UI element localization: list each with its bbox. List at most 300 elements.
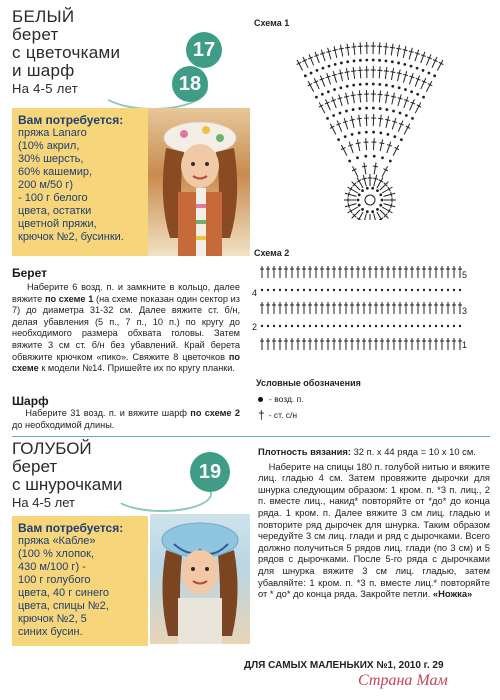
chain-stitch-mark [326,117,329,120]
chain-stitch-mark [411,325,413,327]
materials-line: (100 % хлопок, [18,548,95,560]
dc-stitch-mark [375,176,385,189]
legend-label: - возд. п. [269,394,304,404]
dc-stitch-mark [413,49,421,62]
dc-stitch-mark [395,94,403,107]
chain-stitch-mark [417,325,419,327]
dc-stitch-mark [390,117,398,130]
chain-stitch-mark [346,85,349,88]
chain-stitch-mark [315,96,318,99]
chain-stitch-mark [366,210,369,213]
chain-stitch-mark [410,90,413,93]
chain-stitch-mark [327,90,330,93]
dc-stitch-mark [381,205,394,215]
chain-stitch-mark [365,59,368,62]
chain-stitch-mark [303,325,305,327]
scarf-text-part: до необходимой длины. [12,419,115,430]
scheme1-diagram [250,30,490,220]
materials-line: цветной пряжи, [18,218,97,230]
dc-stitch-mark [371,174,379,187]
chain-stitch-mark [322,67,325,70]
beret-text-bold: по схеме 1 [44,293,94,304]
chain-stitch-mark [422,96,425,99]
materials-line: 430 м/100 г) - [18,561,86,573]
materials-line: 60% кашемир, [18,166,93,178]
dc-stitch-mark [363,138,369,150]
dc-stitch-mark [381,185,394,195]
chain-stitch-mark [321,325,323,327]
dc-stitch-mark [346,205,359,215]
dc-stitch-mark [328,123,338,136]
dc-stitch-mark [364,114,370,126]
chain-stitch-mark [309,289,311,291]
chain-stitch-mark [405,325,407,327]
chain-stitch-mark [410,65,413,68]
chain-stitch-mark [403,63,406,66]
chain-stitch-mark [381,289,383,291]
dc-stitch-mark [383,201,396,209]
badge-19: 19 [190,452,230,492]
chain-stitch-mark [304,74,307,77]
chain-stitch-mark [339,325,341,327]
chain-stitch-mark [346,60,349,63]
chain-stitch-mark [391,85,394,88]
chain-stitch-mark [351,133,354,136]
row-number: 4 [252,288,258,298]
dc-stitch-mark [307,53,316,66]
scarf-text-bold: по схеме 2 [190,408,240,418]
materials-line: 200 м/50 г) [18,179,73,191]
dc-stitch-mark [383,91,390,104]
chain-stitch-mark [333,88,336,91]
photo-illustration [150,514,250,644]
chain-stitch-mark [351,325,353,327]
chain-stitch-mark [352,108,355,111]
chain-stitch-mark [359,83,362,86]
section2-text: Наберите на спицы 180 п. голубой нитью и вяжите лиц. гладью 4 см. Затем провяжите дырочки для шнурка следующим образом: 1 кром. п. *3 п. лиц., 2 п. вместе лиц., накид* повторяйте от *до* до конца ряда. 1 кром. п. Далее вяжите 3 см лиц. гладью и повторите ряд дырочек для шнурка. Таким образом чередуйте 3 см лиц. глади и ряд с дырочками. Всего должно получиться 5 рядов лиц. глади (по 3 см) и 5 рядов с дырочками. После 5-го ряда с дырочками для шнурка вяжите 3 см лиц. гладью, затем убавляйте: 1 кром. п. *3 п. вместе лиц.* повторяйте от * до* до конца ряда. Закройте петли. [258,460,490,600]
chain-stitch-mark [291,289,293,291]
chain-stitch-mark [297,289,299,291]
dc-stitch-mark [335,120,344,133]
beret-heading: Берет [12,266,48,280]
chain-stitch-mark [279,325,281,327]
dc-stitch-mark [389,92,397,105]
chain-stitch-mark [315,289,317,291]
chain-stitch-mark [441,325,443,327]
materials-line: пряжа «Кабле» [18,535,96,547]
dc-stitch-mark [344,68,351,81]
dc-stitch-mark [347,141,356,154]
dc-stitch-mark [319,49,327,62]
materials-line: - 100 г белого [18,192,88,204]
dc-stitch-mark [355,211,365,220]
chain-stitch-mark [459,325,461,327]
dc-stitch-mark [364,66,369,78]
dc-stitch-mark [338,44,345,57]
density-value: 32 п. х 44 ряда = 10 х 10 см. [350,446,476,457]
dc-stitch-mark [424,53,433,66]
dc-stitch-mark [344,201,357,209]
cross-icon: † [258,408,265,422]
chain-stitch-mark [357,325,359,327]
chain-stitch-mark [358,204,361,207]
dc-stitch-mark [391,144,401,157]
scheme1-label: Схема 1 [254,18,290,28]
section2-age: На 4-5 лет [12,495,75,510]
row-number: 1 [462,340,468,350]
dc-stitch-mark [337,69,345,82]
chain-stitch-mark [372,107,375,110]
dc-stitch-mark [323,98,332,111]
chain-stitch-mark [411,117,414,120]
chain-stitch-mark [385,84,388,87]
chain-stitch-mark [404,88,407,91]
chain-stitch-mark [378,83,381,86]
dc-stitch-mark [371,66,376,78]
section-divider [12,436,490,437]
scarf-heading: Шарф [12,394,49,408]
dc-stitch-mark [325,47,333,60]
materials-title: Вам потребуется: [18,521,124,535]
chain-stitch-mark [435,289,437,291]
chain-stitch-mark [310,72,313,75]
dc-stitch-mark [357,90,363,102]
dc-stitch-mark [344,198,356,203]
chain-stitch-mark [334,63,337,66]
chain-stitch-mark [371,210,374,213]
dc-stitch-mark [368,174,373,186]
dc-stitch-mark [318,75,327,88]
chain-stitch-mark [328,65,331,68]
dc-stitch-mark [407,72,416,85]
chain-stitch-mark [429,289,431,291]
badge-18: 18 [172,66,208,102]
chain-stitch-mark [321,93,324,96]
chain-stitch-mark [385,60,388,63]
dc-stitch-mark [389,43,396,56]
chain-stitch-mark [332,114,335,117]
chain-stitch-mark [400,138,403,141]
chain-stitch-mark [371,187,374,190]
chain-stitch-mark [453,289,455,291]
chain-stitch-mark [422,69,425,72]
chain-stitch-mark [441,289,443,291]
dc-stitch-mark [364,42,369,54]
chain-stitch-mark [364,155,367,158]
page-footer: ДЛЯ САМЫХ МАЛЕНЬКИХ №1, 2010 г. 29 [244,660,444,671]
chain-stitch-mark [405,114,408,117]
materials-line: 30% шерсть, [18,153,84,165]
dc-stitch-mark [306,80,316,93]
chain-stitch-mark [365,83,368,86]
materials-line: крючок №2, 5 [18,613,87,625]
chain-stitch-mark [261,325,263,327]
materials-title: Вам потребуется: [18,113,124,127]
chain-stitch-mark [267,289,269,291]
chain-stitch-mark [359,59,362,62]
dc-stitch-mark [364,90,369,102]
chain-stitch-mark [375,289,377,291]
dc-stitch-mark [371,42,376,54]
chain-stitch-mark [261,289,263,291]
chain-stitch-mark [353,60,356,63]
chain-stitch-mark [405,289,407,291]
start-ring [365,195,375,205]
chain-stitch-mark [387,289,389,291]
chain-stitch-mark [340,62,343,65]
dc-stitch-mark [407,98,416,111]
dc-stitch-mark [383,67,389,80]
dc-stitch-mark [377,42,383,54]
row-number: 2 [252,322,258,332]
chain-stitch-mark [363,325,365,327]
chain-stitch-mark [379,193,382,196]
dc-stitch-mark [372,162,379,175]
chain-stitch-mark [397,62,400,65]
section1-title-line: берет [12,25,59,44]
section2-title-line: с шнурочками [12,475,123,494]
chain-stitch-mark [291,325,293,327]
chain-stitch-mark [435,325,437,327]
dc-stitch-mark [358,42,364,54]
chain-stitch-mark [358,193,361,196]
materials-line: (10% акрил, [18,140,80,152]
chain-stitch-mark [381,156,384,159]
chain-stitch-mark [429,325,431,327]
chain-stitch-mark [363,289,365,291]
row-number: 5 [462,270,468,280]
chain-stitch-mark [372,59,375,62]
dc-stitch-mark [345,43,352,56]
chain-stitch-mark [344,135,347,138]
dc-stitch-mark [339,144,349,157]
scarf-text-part: Наберите 31 возд. п. и вяжите шарф [25,408,191,418]
dc-stitch-mark [351,43,357,55]
chain-stitch-mark [376,189,379,192]
materials-line: пряжа Lanaro [18,127,87,139]
chain-stitch-mark [376,208,379,211]
dc-stitch-mark [395,44,402,57]
chain-stitch-mark [321,289,323,291]
chain-stitch-mark [303,289,305,291]
chain-stitch-mark [379,204,382,207]
chain-stitch-mark [399,325,401,327]
chain-stitch-mark [369,325,371,327]
section1-title-line: и шарф [12,61,75,80]
dc-stitch-mark [383,191,396,199]
density-label: Плотность вязания: [258,446,351,457]
chain-stitch-mark [369,289,371,291]
chain-stitch-mark [387,133,390,136]
dc-stitch-mark [350,91,357,104]
dc-stitch-mark [401,96,410,109]
dc-stitch-mark [407,47,415,60]
dc-stitch-mark [355,176,365,189]
dc-stitch-mark [351,67,357,80]
chain-stitch-mark [358,131,361,134]
dc-stitch-mark [413,75,422,88]
dc-stitch-mark [377,114,384,127]
chain-stitch-mark [387,325,389,327]
chain-stitch-mark [297,325,299,327]
chain-stitch-mark [309,325,311,327]
dc-stitch-mark [401,46,409,59]
beret-text-part: к модели №14. Пришейте их по кругу планки. [38,363,235,374]
chain-stitch-mark [411,289,413,291]
dc-stitch-mark [401,70,409,83]
dc-stitch-mark [413,101,423,114]
chain-stitch-mark [381,325,383,327]
dc-stitch-mark [371,90,376,102]
chain-stitch-mark [316,69,319,72]
dc-stitch-mark [430,56,440,69]
chain-stitch-mark [339,86,342,89]
chain-stitch-mark [285,289,287,291]
chain-stitch-mark [357,289,359,291]
chain-stitch-mark [453,325,455,327]
dc-stitch-mark [389,68,396,81]
dot-icon [258,397,263,402]
chain-stitch-mark [366,187,369,190]
dc-stitch-mark [350,165,360,178]
dc-stitch-mark [418,51,427,64]
dc-stitch-mark [350,180,362,192]
row-number: 3 [462,306,468,316]
dc-stitch-mark [355,139,362,152]
legend-title: Условные обозначения [256,378,361,388]
chain-stitch-mark [345,325,347,327]
dc-stitch-mark [344,191,357,199]
materials-line: синих бусин. [18,626,83,638]
dc-stitch-mark [377,90,383,102]
chain-stitch-mark [398,86,401,89]
materials-line: цвета, 40 г синего [18,587,110,599]
chain-stitch-mark [392,110,395,113]
chain-stitch-mark [433,74,436,77]
section1-title-line: с цветочками [12,43,121,62]
chain-stitch-mark [385,108,388,111]
chain-stitch-mark [373,155,376,158]
dc-stitch-mark [330,96,339,109]
chain-stitch-mark [345,110,348,113]
chain-stitch-mark [357,199,360,202]
chain-stitch-mark [333,325,335,327]
beret-text-bold: по схеме [12,351,240,374]
chain-stitch-mark [379,107,382,110]
section1-age: На 4-5 лет [12,81,78,96]
chain-stitch-mark [399,112,402,115]
materials-line: цвета, остатки [18,205,92,217]
badge-17: 17 [186,32,222,68]
chain-stitch-mark [393,135,396,138]
chain-stitch-mark [416,93,419,96]
beret-text-part: (на схеме показан один сектор из 7) до диаметра 31-32 см. Далее вяжите ст. б/н, делая убавления (5 п., 7 п., 10 п.) по кругу до необходимого размера обхвата головы. Затем вяжите 3 см ст. б/н без убавлений. Край берета обвяжите крючком «пико». Свяжите 8 цветочков [12,293,240,362]
section2-instructions [258,446,490,600]
chain-stitch-mark [352,84,355,87]
dc-stitch-mark [361,174,369,187]
dc-stitch-mark [384,141,393,154]
chain-stitch-mark [333,289,335,291]
dc-stitch-mark [346,185,359,195]
chain-stitch-mark [348,160,351,163]
dc-stitch-mark [368,214,373,220]
chain-stitch-mark [391,60,394,63]
dc-stitch-mark [380,165,390,178]
materials-box-2 [12,516,148,646]
dc-stitch-mark [377,66,383,78]
dc-stitch-mark [313,51,322,64]
chain-stitch-mark [339,112,342,115]
chain-stitch-mark [358,107,361,110]
chain-stitch-mark [389,160,392,163]
chain-stitch-mark [381,199,384,202]
chain-stitch-mark [372,131,375,134]
section2-title-line: берет [12,457,58,476]
chain-stitch-mark [356,156,359,159]
section2-title-line: ГОЛУБОЙ [12,439,92,458]
chain-stitch-mark [447,325,449,327]
dc-stitch-mark [350,208,362,220]
photo-girl-blue-beret [150,514,250,644]
chain-stitch-mark [365,107,368,110]
chain-stitch-mark [417,289,419,291]
dc-stitch-mark [332,46,340,59]
chain-stitch-mark [379,131,382,134]
dc-stitch-mark [378,180,390,192]
chain-stitch-mark [378,59,381,62]
dc-stitch-mark [402,123,412,136]
dc-stitch-mark [371,138,377,150]
section2-text-end: «Ножка» [432,588,473,600]
chain-stitch-mark [416,67,419,70]
scheme2-label: Схема 2 [254,248,290,258]
materials-line: цвета, спицы №2, [18,600,109,612]
chain-stitch-mark [339,289,341,291]
chain-stitch-mark [361,189,364,192]
dc-stitch-mark [324,72,333,85]
dc-stitch-mark [395,69,403,82]
dc-stitch-mark [384,115,391,128]
dc-stitch-mark [383,43,389,55]
chain-stitch-mark [447,289,449,291]
dc-stitch-mark [375,211,385,220]
dc-stitch-mark [361,162,368,175]
dc-stitch-mark [396,120,405,133]
chain-stitch-mark [459,289,461,291]
dc-stitch-mark [317,101,327,114]
materials-line: крючок №2, бусинки. [18,231,124,243]
chain-stitch-mark [345,289,347,291]
chain-stitch-mark [273,289,275,291]
dc-stitch-mark [419,77,429,90]
chain-stitch-mark [393,289,395,291]
chain-stitch-mark [337,138,340,141]
chain-stitch-mark [428,72,431,75]
scheme2-diagram [250,262,474,354]
chain-stitch-mark [273,325,275,327]
legend-item-chain [258,394,304,404]
dc-stitch-mark [331,70,339,83]
section1-title-line: БЕЛЫЙ [12,7,75,26]
chain-stitch-mark [365,131,368,134]
dc-stitch-mark [312,77,322,90]
legend-item-dc [258,410,297,420]
scarf-instructions [12,408,240,431]
dc-stitch-mark [378,139,385,152]
chain-stitch-mark [393,325,395,327]
legend-label: - ст. с/н [268,410,298,420]
dc-stitch-mark [424,80,434,93]
